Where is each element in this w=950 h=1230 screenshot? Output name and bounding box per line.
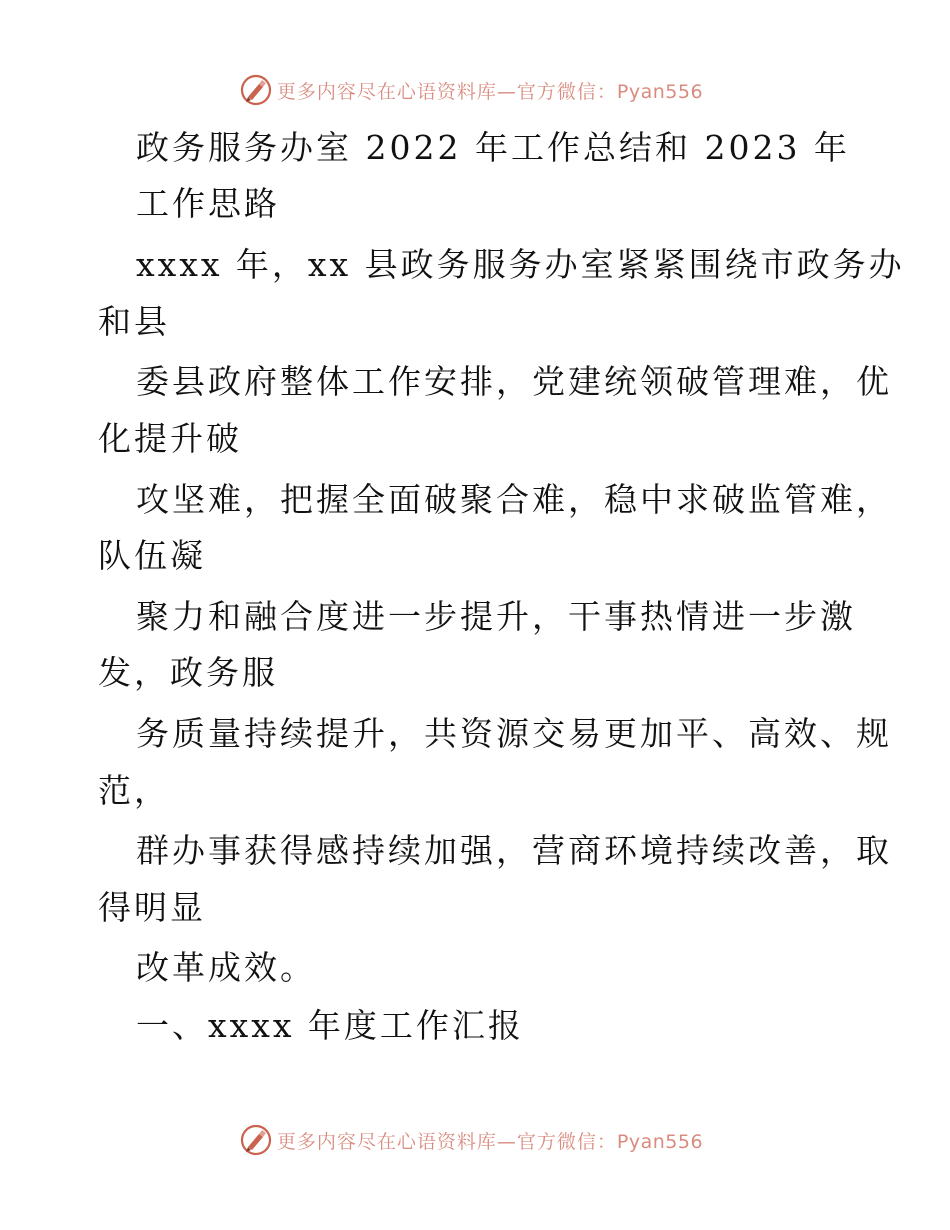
paragraph-line: 委县政府整体工作安排，党建统领破管理难，优 [136,362,892,401]
paragraph-line: 聚力和融合度进一步提升，干事热情进一步激 [136,597,856,636]
paragraph-line: 改革成效。 [136,948,316,987]
section-heading: 一、xxxx 年度工作汇报 [136,1006,524,1045]
paragraph-line: 发，政务服 [98,653,278,692]
watermark-text: 更多内容尽在心语资料库—官方微信：Pyan556 [276,80,704,103]
paragraph-line: 得明显 [98,888,206,927]
watermark-wechat-id: Pyan556 [616,1130,704,1153]
watermark-text: 更多内容尽在心语资料库—官方微信：Pyan556 [276,1130,704,1153]
watermark-wechat-id: Pyan556 [616,80,704,103]
paragraph-line: 务质量持续提升，共资源交易更加平、高效、规 [136,714,892,753]
paragraph-line: xxxx 年，xx 县政务服务办室紧紧围绕市政务办 [136,245,905,284]
footer-watermark [0,1120,950,1160]
paragraph-line: 攻坚难，把握全面破聚合难，稳中求破监管难， [136,480,892,519]
paragraph-line: 群办事获得感持续加强，营商环境持续改善，取 [136,831,892,870]
paragraph-line: 和县 [98,302,170,341]
paragraph-line: 范， [98,771,170,810]
watermark-content [239,1123,703,1157]
pen-logo-icon [239,73,273,107]
paragraph-line: 化提升破 [98,419,242,458]
paragraph-line: 队伍凝 [98,536,206,575]
document-title-line-1: 政务服务办室 2022 年工作总结和 2023 年 [136,128,850,167]
document-title-line-2: 工作思路 [136,184,280,223]
header-watermark [0,70,950,110]
pen-logo-icon [239,1123,273,1157]
watermark-content [239,73,703,107]
